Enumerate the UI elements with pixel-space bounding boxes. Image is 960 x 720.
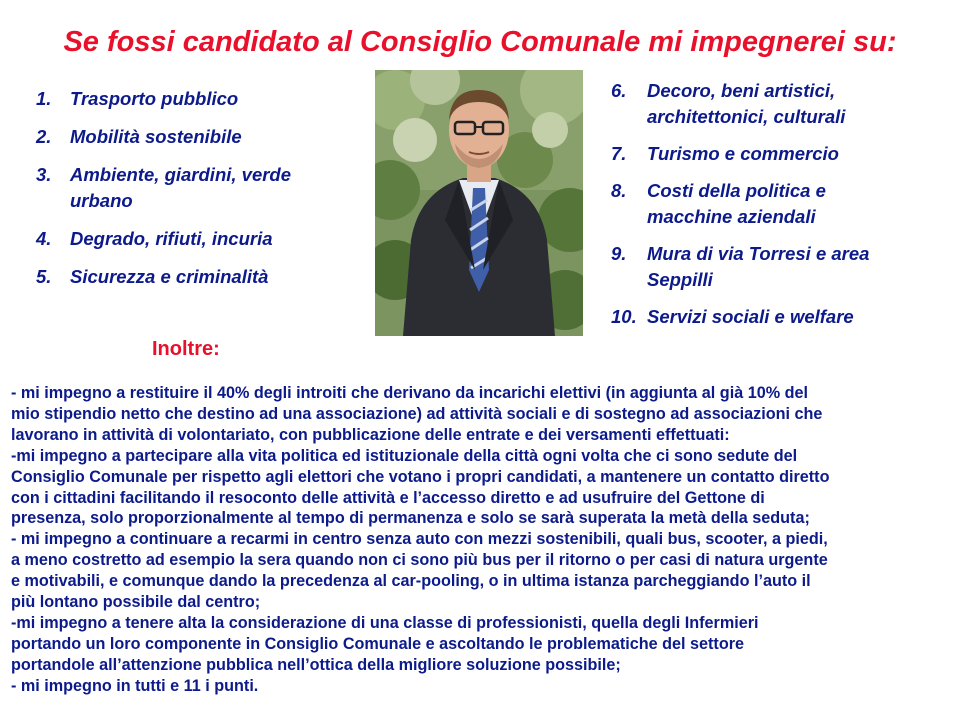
body-line: - mi impegno a continuare a recarmi in centro senza auto con mezzi sostenibili, quali bus, scooter, a piedi, <box>11 530 828 549</box>
item-text: Ambiente, giardini, verde <box>70 164 292 185</box>
body-line: Consiglio Comunale per rispetto agli elettori che votano i propri candidati, a mantenere un contatto diretto <box>11 467 830 486</box>
item-number: 4. <box>36 228 52 249</box>
item-number: 7. <box>611 143 627 164</box>
inoltre-heading: Inoltre: <box>152 338 220 360</box>
body-line: portandole all’attenzione pubblica nell’ottica della migliore soluzione possibile; <box>11 655 621 674</box>
body-line: più lontano possibile dal centro; <box>11 593 261 612</box>
page-title: Se fossi candidato al Consiglio Comunale mi impegnerei su: <box>63 26 897 58</box>
item-text-continuation: Seppilli <box>647 269 713 290</box>
item-text-continuation: architettonici, culturali <box>647 106 846 127</box>
item-text: Sicurezza e criminalità <box>70 266 269 287</box>
list-item <box>611 178 951 230</box>
list-item <box>36 86 356 112</box>
body-line: a meno costretto ad esempio la sera quando non ci sono più bus per il ritorno o per casi di natura urgente <box>11 551 828 570</box>
commitments-list-left <box>36 86 356 302</box>
body-line: -mi impegno a tenere alta la considerazione di una classe di professionisti, quella degli Infermieri <box>11 613 759 632</box>
body-line: - mi impegno in tutti e 11 i punti. <box>11 676 259 695</box>
body-line: portando un loro componente in Consiglio Comunale e ascoltando le problematiche del settore <box>11 634 745 653</box>
item-text: Decoro, beni artistici, <box>647 80 836 101</box>
item-text-continuation: urbano <box>70 190 133 211</box>
list-item <box>36 264 356 290</box>
item-text: Mobilità sostenibile <box>70 126 242 147</box>
item-text: Trasporto pubblico <box>70 88 239 109</box>
body-line: -mi impegno a partecipare alla vita politica ed istituzionale della città ogni volta che ci sono sedute del <box>11 446 798 465</box>
item-text: Costi della politica e <box>647 180 826 201</box>
body-line: e motivabili, e comunque dando la precedenza al car-pooling, o in ultima istanza parcheggiando l’auto il <box>11 572 811 591</box>
item-number: 5. <box>36 266 52 287</box>
body-line: - mi impegno a restituire il 40% degli introiti che derivano da incarichi elettivi (in aggiunta al già 10% del <box>11 384 808 402</box>
body-line: con i cittadini facilitando il resoconto delle attività e l’accesso diretto e ad usufruire del Gettone di <box>11 488 765 507</box>
list-item <box>611 78 951 130</box>
item-text: Mura di via Torresi e area <box>647 243 870 264</box>
item-number: 8. <box>611 180 627 201</box>
item-text: Turismo e commercio <box>647 143 839 164</box>
item-number: 1. <box>36 88 52 109</box>
candidate-photo <box>375 70 583 336</box>
list-item <box>36 162 356 214</box>
commitments-list-right <box>611 78 951 341</box>
list-item <box>611 304 951 330</box>
body-line: presenza, solo proporzionalmente al tempo di permanenza e solo se sarà superata la metà della seduta; <box>11 509 810 528</box>
list-item <box>36 226 356 252</box>
item-number: 6. <box>611 80 627 101</box>
item-number: 2. <box>36 126 52 147</box>
list-item <box>611 241 951 293</box>
item-text: Degrado, rifiuti, incuria <box>70 228 273 249</box>
item-text-continuation: macchine aziendali <box>647 206 816 227</box>
body-line: mio stipendio netto che destino ad una associazione) ad attività sociali e di sostegno ad associazioni che <box>11 404 823 423</box>
item-number: 10. <box>611 306 637 327</box>
list-item <box>611 141 951 167</box>
item-number: 9. <box>611 243 627 264</box>
body-line: lavorano in attività di volontariato, con pubblicazione delle entrate e dei versamenti effettuati: <box>11 425 730 444</box>
list-item <box>36 124 356 150</box>
item-number: 3. <box>36 164 52 185</box>
item-text: Servizi sociali e welfare <box>647 306 854 327</box>
commitments-body <box>11 383 956 697</box>
